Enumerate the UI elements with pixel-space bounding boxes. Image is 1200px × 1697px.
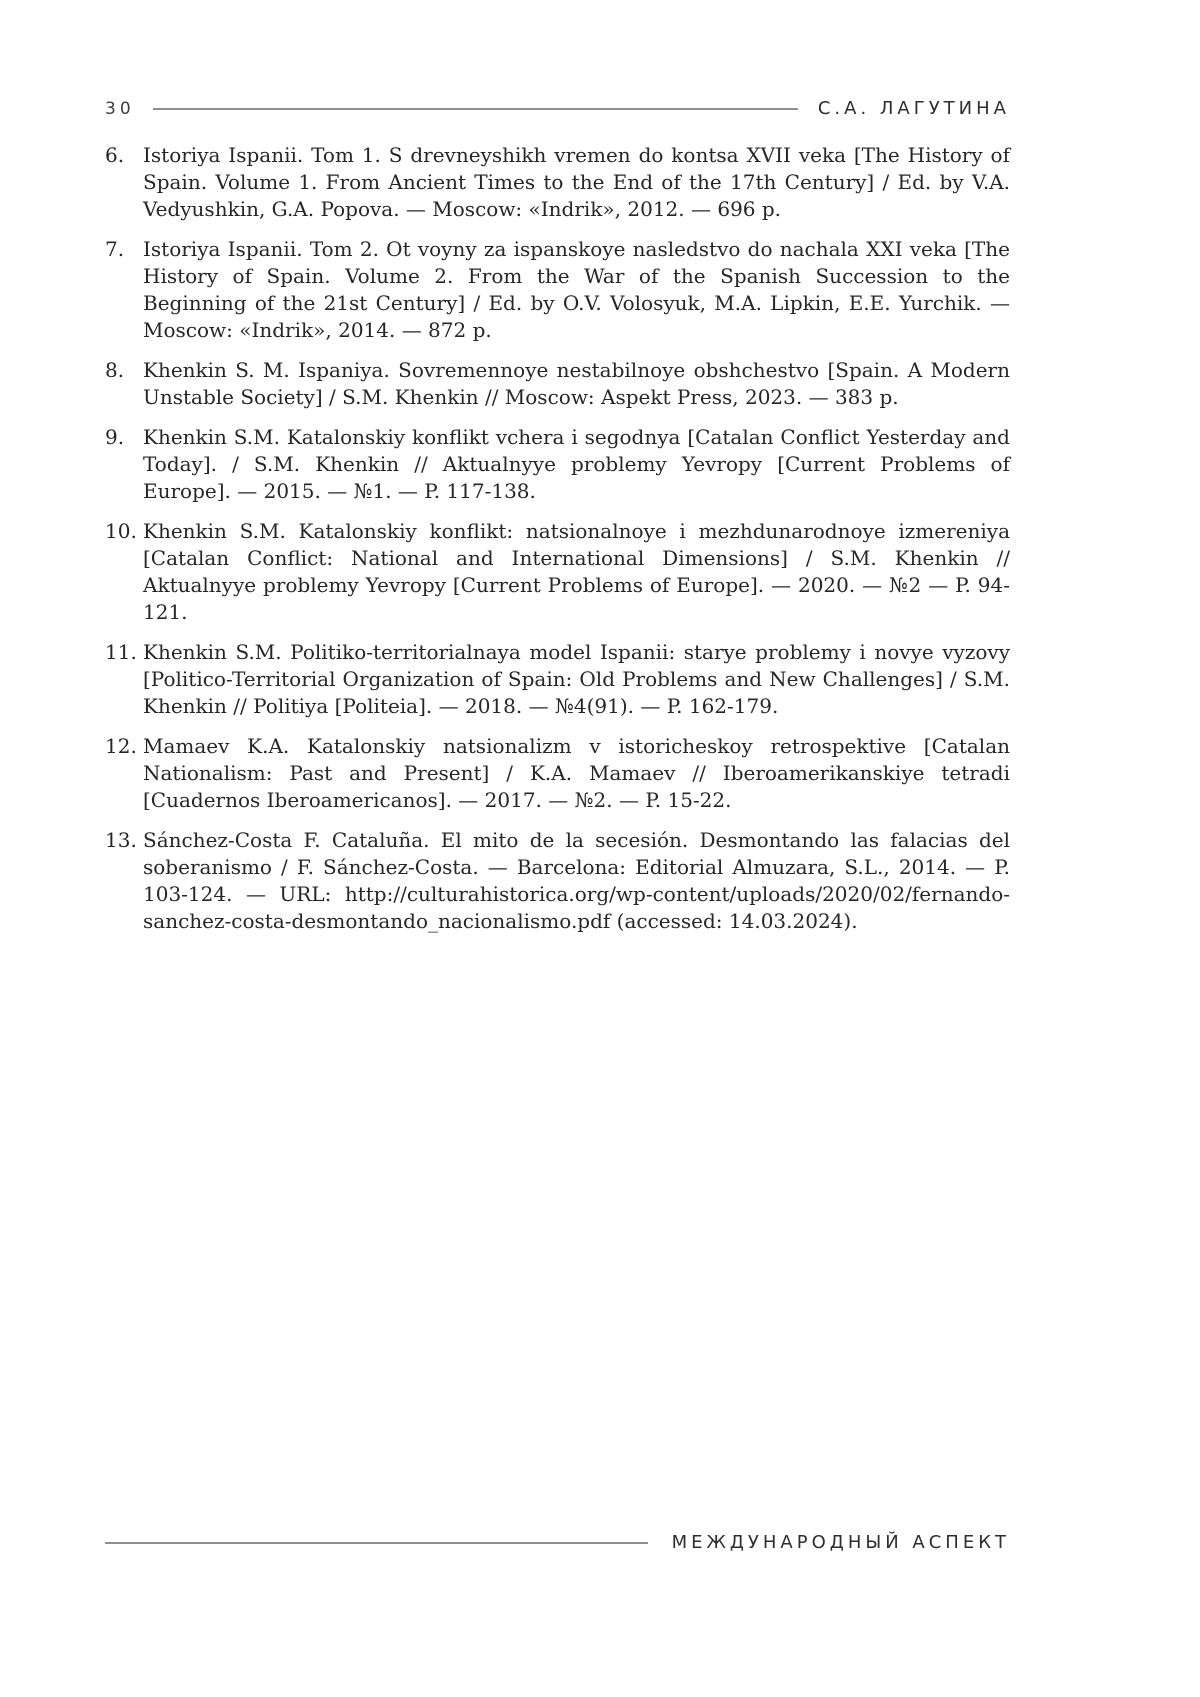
reference-text: Mamaev K.A. Katalonskiy natsionalizm v istoricheskoy retrospektive [Catalan Nationalism: Past and Present] / K.A. Mamaev // Iberoamerikanskiye tetradi [Cuadernos Iberoamericanos]. — 2017. — №2. — P. 15-22. [143, 734, 1010, 812]
reference-text: Khenkin S.M. Katalonskiy konflikt vchera i segodnya [Catalan Conflict Yesterday and Today]. / S.M. Khenkin // Aktualnyye problemy Yevropy [Current Problems of Europe]. — 2015. — №1. — P. 117-138. [143, 425, 1010, 503]
reference-text: Istoriya Ispanii. Tom 2. Ot voyny za ispanskoye nasledstvo do nachala XXI veka [The History of Spain. Volume 2. From the War of the Spanish Succession to the Beginning of the 21st Century] / Ed. by O.V. Volosyuk, M.A. Lipkin, E.E. Yurchik. — Moscow: «Indrik», 2014. — 872 p. [143, 237, 1010, 342]
reference-text: Khenkin S. M. Ispaniya. Sovremennoye nestabilnoye obshchestvo [Spain. A Modern Unstable Society] / S.M. Khenkin // Moscow: Aspekt Press, 2023. — 383 p. [143, 358, 1010, 409]
header-rule [153, 108, 798, 110]
reference-number: 7. [105, 237, 125, 261]
page-footer [105, 1532, 1010, 1553]
reference-number: 8. [105, 358, 125, 382]
reference-text: Sánchez-Costa F. Cataluña. El mito de la secesión. Desmontando las falacias del soberanismo / F. Sánchez-Costa. — Barcelona: Editorial Almuzara, S.L., 2014. — P. 103-124. — URL: http://culturahistorica.org/wp-content/uploads/2020/02/fernando-sanchez-costa-desmontando_nacionalismo.pdf (accessed: 14.03.2024). [143, 828, 1010, 933]
reference-number: 9. [105, 425, 125, 449]
reference-text: Khenkin S.M. Politiko-territorialnaya model Ispanii: starye problemy i novye vyzovy [Politico-Territorial Organization of Spain: Old Problems and New Challenges] / S.M. Khenkin // Politiya [Politeia]. — 2018. — №4(91). — P. 162-179. [143, 640, 1010, 718]
page-header [105, 98, 1010, 119]
reference-number: 6. [105, 143, 125, 167]
reference-item [105, 357, 1010, 411]
running-head-author: С.А. ЛАГУТИНА [817, 98, 1010, 119]
reference-item [105, 236, 1010, 344]
footer-rule [105, 1542, 648, 1544]
reference-item [105, 639, 1010, 720]
reference-number: 10. [105, 519, 137, 543]
reference-item [105, 733, 1010, 814]
reference-number: 12. [105, 734, 137, 758]
footer-section-label: МЕЖДУНАРОДНЫЙ АСПЕКТ [671, 1532, 1010, 1553]
reference-text: Istoriya Ispanii. Tom 1. S drevneyshikh vremen do kontsa XVII veka [The History of Spain. Volume 1. From Ancient Times to the End of the 17th Century] / Ed. by V.A. Vedyushkin, G.A. Popova. — Moscow: «Indrik», 2012. — 696 p. [143, 143, 1010, 221]
reference-number: 11. [105, 640, 137, 664]
reference-item [105, 518, 1010, 626]
reference-text: Khenkin S.M. Katalonskiy konflikt: natsionalnoye i mezhdunarodnoye izmereniya [Catalan Conflict: National and International Dimensions] / S.M. Khenkin // Aktualnyye problemy Yevropy [Current Problems of Europe]. — 2020. — №2 — P. 94-121. [143, 519, 1010, 624]
reference-item [105, 142, 1010, 223]
reference-item [105, 424, 1010, 505]
reference-item [105, 827, 1010, 935]
reference-number: 13. [105, 828, 137, 852]
references-list [105, 142, 1010, 948]
page-number: 30 [105, 98, 135, 119]
